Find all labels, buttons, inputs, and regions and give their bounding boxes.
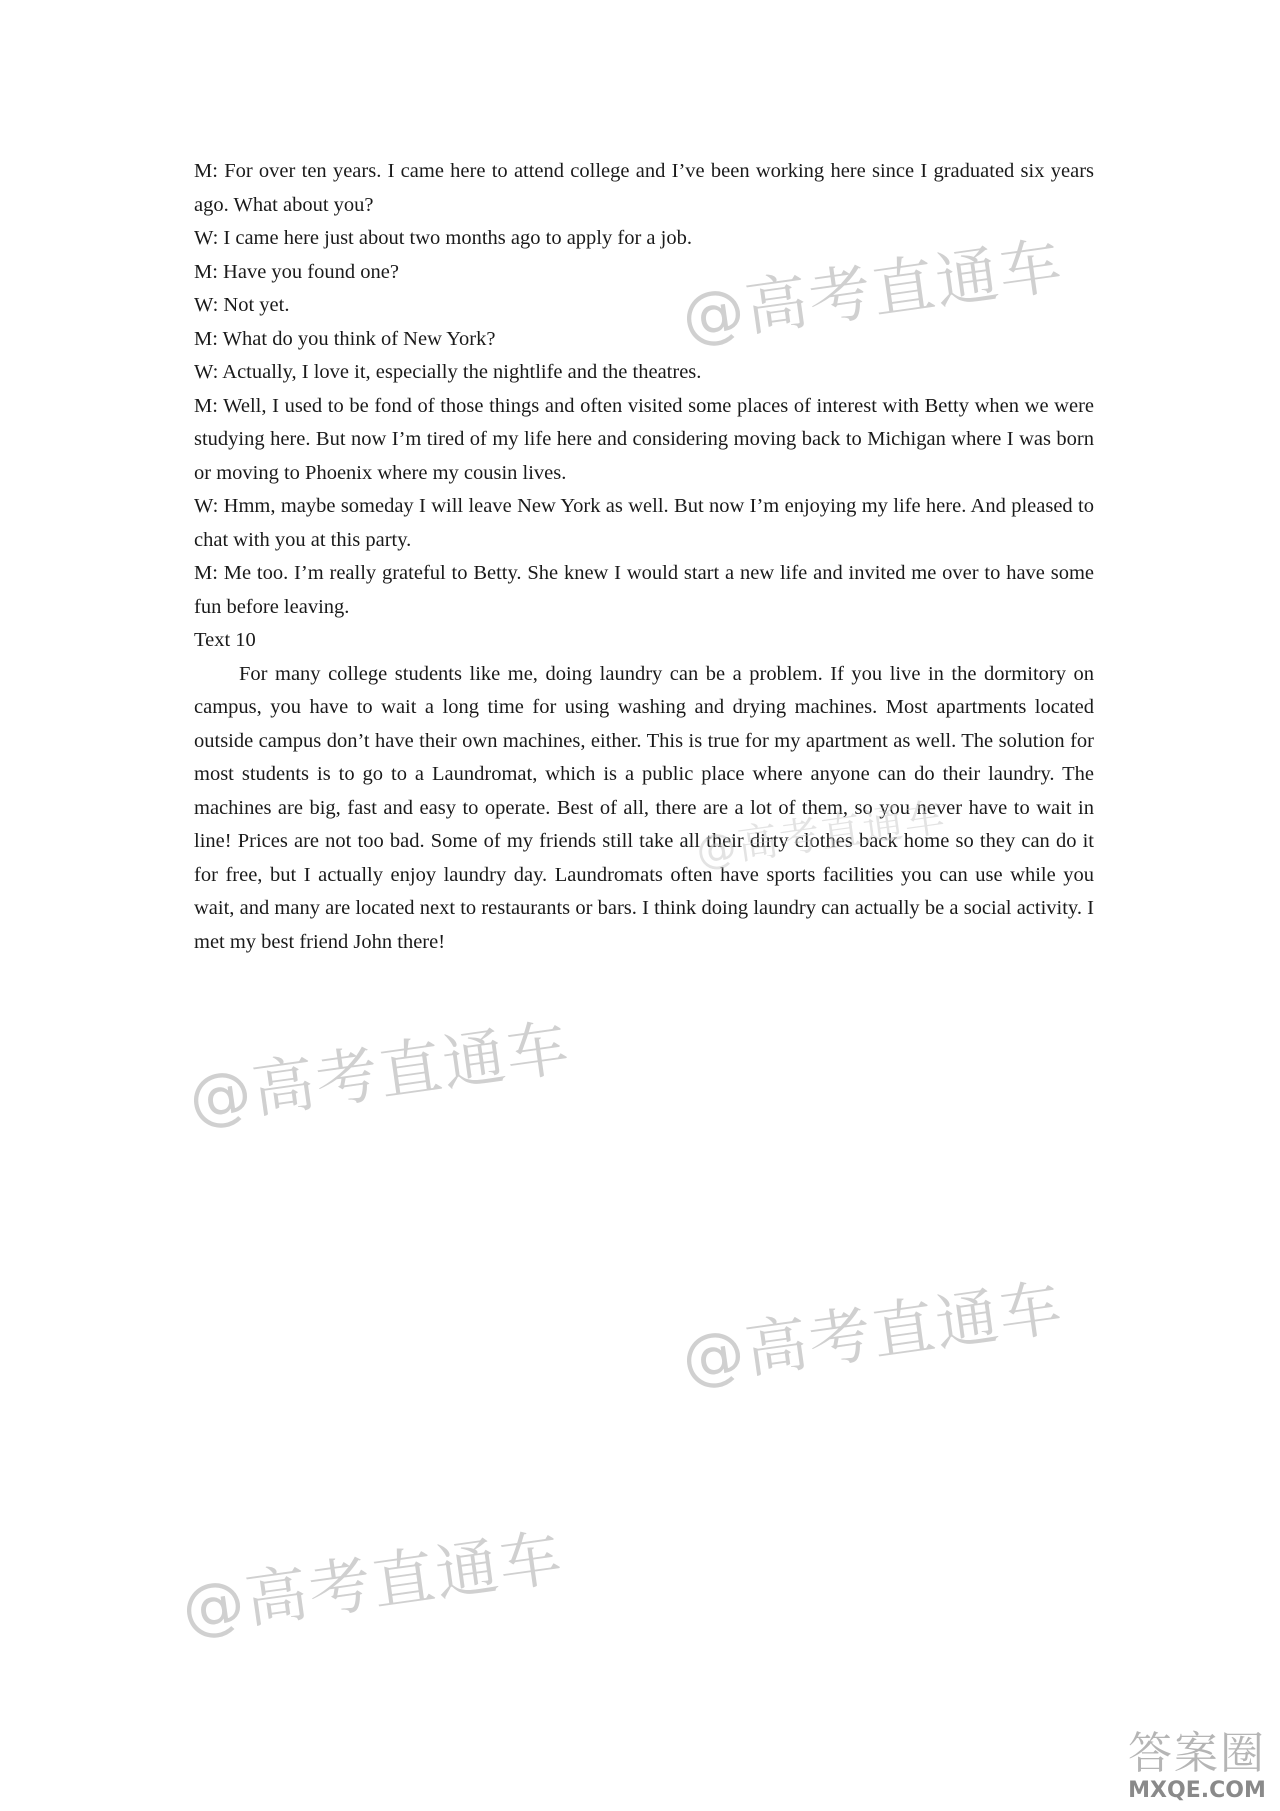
dialogue-line-4: W: Not yet. xyxy=(194,294,290,316)
dialogue-line-2: W: I came here just about two months ago to apply for a job. xyxy=(194,227,692,249)
dialogue-line-7: M: Well, I used to be fond of those things and often visited some places of interest with Betty when we were studying here. But now I’m tired of my life here and considering moving back to Michigan where I was born or moving to Phoenix where my cousin lives. xyxy=(194,394,1094,484)
watermark-2: @高考直通车 xyxy=(184,1010,575,1137)
site-logo-mark: 答案圈 xyxy=(1128,1728,1266,1779)
section-heading-text10: Text 10 xyxy=(194,629,256,651)
document-body xyxy=(194,155,1094,959)
watermark-5: @高考直通车 xyxy=(693,794,950,876)
dialogue-line-8: W: Hmm, maybe someday I will leave New York as well. But now I’m enjoying my life here. And pleased to chat with you at this party. xyxy=(194,495,1094,551)
dialogue-line-1: M: For over ten years. I came here to attend college and I’ve been working here since I graduated six years ago. What about you? xyxy=(194,160,1094,216)
dialogue-line-3: M: Have you found one? xyxy=(194,260,399,283)
dialogue-line-5: M: What do you think of New York? xyxy=(194,327,496,350)
passage-paragraph: For many college students like me, doing laundry can be a problem. If you live in the dormitory on campus, you have to wait a long time for using washing and drying machines. Most apartments located outside campus don’t have their own machines, either. This is true for my apartment as well. The solution for most students is to go to a Laundromat, which is a public place where anyone can do their laundry. The machines are big, fast and easy to operate. Best of all, there are a lot of them, so you never have to wait in line! Prices are not too bad. Some of my friends still take all their dirty clothes back home so they can do it for free, but I actually enjoy laundry day. Laundromats often have sports facilities you can use while you wait, and many are located next to restaurants or bars. I think doing laundry can actually be a social activity. I met my best friend John there! xyxy=(194,662,1094,953)
dialogue-line-6: W: Actually, I love it, especially the nightlife and the theatres. xyxy=(194,361,702,383)
watermark-3: @高考直通车 xyxy=(677,1270,1068,1397)
site-logo xyxy=(1128,1730,1266,1803)
dialogue-line-9: M: Me too. I’m really grateful to Betty. She knew I would start a new life and invited me over to have some fun before leaving. xyxy=(194,562,1094,618)
watermark-4: @高考直通车 xyxy=(177,1520,568,1647)
watermark-1: @高考直通车 xyxy=(677,228,1068,355)
site-logo-url: MXQE.COM xyxy=(1128,1778,1266,1803)
